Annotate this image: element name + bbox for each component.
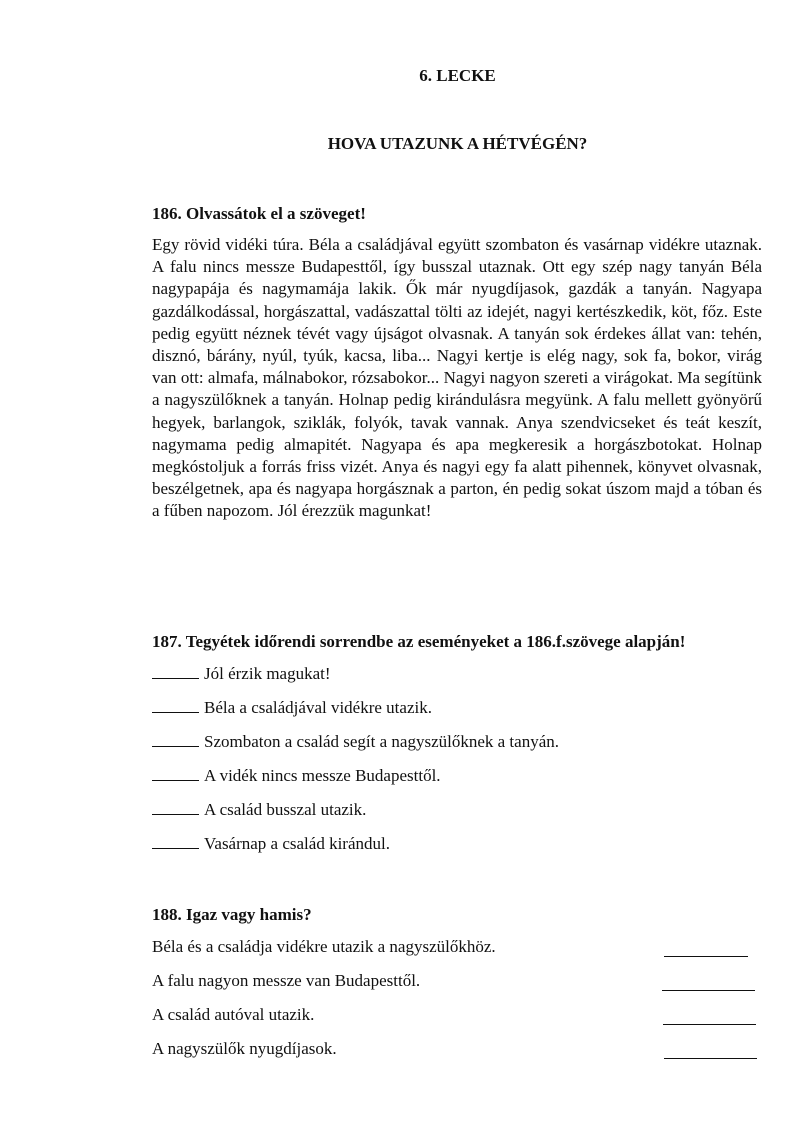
true-false-statement: A nagyszülők nyugdíjasok. — [152, 1039, 337, 1058]
true-false-answer-line[interactable] — [663, 1023, 756, 1025]
lesson-title: HOVA UTAZUNK A HÉTVÉGÉN? — [327, 134, 588, 153]
task-187-heading: 187. Tegyétek időrendi sorrendbe az eseményeket a 186.f.szövege alapján! — [152, 632, 686, 651]
true-false-answer-line[interactable] — [664, 1057, 757, 1059]
ordering-item: A család busszal utazik. — [152, 800, 366, 820]
lesson-number: 6. LECKE — [419, 66, 496, 85]
answer-blank[interactable] — [152, 698, 199, 713]
answer-blank[interactable] — [152, 732, 199, 747]
true-false-statement: Béla és a családja vidékre utazik a nagyszülőkhöz. — [152, 937, 496, 956]
answer-blank[interactable] — [152, 800, 199, 815]
answer-blank[interactable] — [152, 834, 199, 849]
ordering-item: Vasárnap a család kirándul. — [152, 834, 390, 854]
task-186-reading-text: Egy rövid vidéki túra. Béla a családjával együtt szombaton és vasárnap vidékre utaznak. A falu nincs messze Budapesttől, így busszal utaznak. Ott egy szép nagy tanyán Béla nagypapája és nagymamája lakik. Ők már nyugdíjasok, gazdák a tanyán. Nagyapa gazdálkodással, horgászattal, vadászattal tölti az idejét, nagyi kertészkedik, köt, főz. Este pedig együtt néznek tévét vagy újságot olvasnak. A tanyán sok érdekes állat van: tehén, disznó, bárány, nyúl, tyúk, kacsa, liba... Nagyi kertje is elég nagy, sok fa, bokor, virág van ott: almafa, málnabokor, rózsabokor... Nagyi nagyon szereti a virágokat. Ma segítünk a nagyszülőknek a tanyán. Holnap pedig kirándulásra megyünk. A falu mellett gyönyörű hegyek, barlangok, sziklák, folyók, tavak vannak. Anya szendvicseket és teát keszít, nagymama pedig almapitét. Nagyapa és apa megkeresik a horgászbotokat. Holnap megkóstoljuk a forrás friss vizét. Anya és nagyi egy fa alatt pihennek, könyvet olvasnak, beszélgetnek, apa és nagyapa horgásznak a parton, én pedig sokat úszom majd a tóban és a fűben napozom. Jól érezzük magunkat! — [152, 235, 762, 521]
ordering-item: Béla a családjával vidékre utazik. — [152, 698, 432, 718]
answer-blank[interactable] — [152, 664, 199, 679]
task-188-heading: 188. Igaz vagy hamis? — [152, 905, 312, 924]
ordering-item: Jól érzik magukat! — [152, 664, 331, 684]
true-false-answer-line[interactable] — [664, 955, 748, 957]
task-186-heading: 186. Olvassátok el a szöveget! — [152, 204, 366, 223]
true-false-statement: A család autóval utazik. — [152, 1005, 315, 1024]
ordering-item: A vidék nincs messze Budapesttől. — [152, 766, 441, 786]
ordering-item: Szombaton a család segít a nagyszülőknek a tanyán. — [152, 732, 559, 752]
true-false-answer-line[interactable] — [662, 989, 755, 991]
true-false-statement: A falu nagyon messze van Budapesttől. — [152, 971, 421, 990]
answer-blank[interactable] — [152, 766, 199, 781]
